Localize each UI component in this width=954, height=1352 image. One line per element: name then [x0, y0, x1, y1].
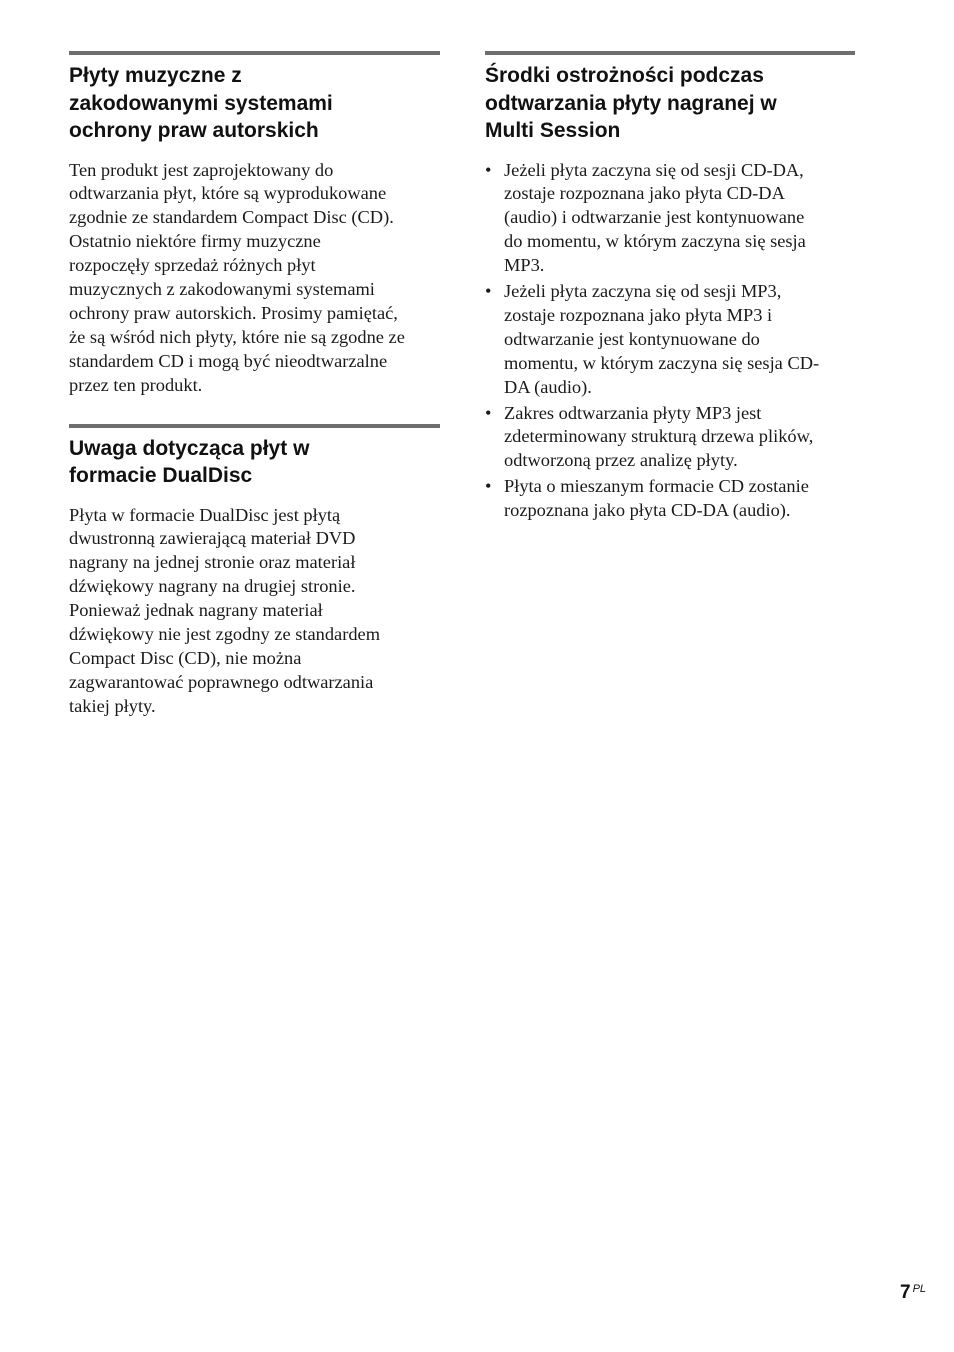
section-body: [69, 504, 440, 719]
section-body: [69, 159, 440, 398]
bullet-line: Jeżeli płyta zaczyna się od sesji CD-DA,: [504, 159, 804, 180]
body-line: Płyta w formacie DualDisc jest płytą: [69, 504, 341, 525]
body-line: Ten produkt jest zaprojektowany do: [69, 159, 334, 180]
section-rule: [69, 51, 440, 55]
bullet-item: [485, 280, 855, 400]
body-line: przez ten produkt.: [69, 374, 203, 395]
body-line: standardem CD i mogą być nieodtwarzalne: [69, 350, 388, 371]
right-column: [485, 51, 855, 525]
body-line: dźwiękowy nagrany na drugiej stronie.: [69, 576, 356, 597]
heading-line: zakodowanymi systemami: [69, 91, 333, 115]
section-heading: [69, 62, 440, 145]
body-line: Ponieważ jednak nagrany materiał: [69, 600, 323, 621]
page-number-value: 7: [900, 1282, 911, 1303]
body-line: takiej płyty.: [69, 695, 156, 716]
bullet-line: rozpoznana jako płyta CD-DA (audio).: [504, 500, 791, 521]
bullet-line: MP3.: [504, 255, 545, 276]
bullet-line: odtwarzanie jest kontynuowane do: [504, 328, 760, 349]
bullet-icon: •: [485, 476, 492, 497]
body-line: że są wśród nich płyty, które nie są zgodne ze: [69, 326, 405, 347]
heading-line: formacie DualDisc: [69, 464, 253, 488]
left-column: [69, 51, 440, 719]
body-line: Ostatnio niektóre firmy muzyczne: [69, 231, 321, 252]
bullet-line: Zakres odtwarzania płyty MP3 jest: [504, 402, 762, 423]
body-line: Compact Disc (CD), nie można: [69, 648, 302, 668]
section-rule: [69, 424, 440, 428]
section-heading: [485, 62, 855, 145]
bullet-line: (audio) i odtwarzanie jest kontynuowane: [504, 207, 805, 228]
body-line: zagwarantować poprawnego odtwarzania: [69, 671, 374, 692]
page-number: [900, 1282, 926, 1304]
bullet-line: zdeterminowany strukturą drzewa plików,: [504, 426, 814, 447]
bullet-line: zostaje rozpoznana jako płyta MP3 i: [504, 304, 773, 325]
bullet-icon: •: [485, 281, 492, 302]
heading-line: Środki ostrożności podczas: [485, 64, 764, 87]
section-dualdisc-notice: [69, 424, 440, 719]
bullet-item: [485, 159, 855, 279]
body-line: ochrony praw autorskich. Prosimy pamiętać,: [69, 302, 398, 323]
heading-line: Uwaga dotycząca płyt w: [69, 436, 310, 460]
bullet-line: Płyta o mieszanym formacie CD zostanie: [504, 476, 809, 497]
heading-line: Płyty muzyczne z: [69, 64, 242, 87]
bullet-line: momentu, w którym zaczyna się sesja CD-: [504, 352, 820, 373]
body-line: dźwiękowy nie jest zgodny ze standardem: [69, 624, 381, 645]
bullet-line: DA (audio).: [504, 376, 592, 397]
section-heading: [69, 435, 440, 490]
bullet-line: do momentu, w którym zaczyna się sesja: [504, 231, 806, 252]
bullet-item: [485, 475, 855, 523]
bullet-icon: •: [485, 159, 492, 180]
body-line: muzycznych z zakodowanymi systemami: [69, 279, 375, 300]
heading-line: Multi Session: [485, 119, 621, 142]
bullet-list: [485, 159, 855, 524]
body-line: nagrany na jednej stronie oraz materiał: [69, 552, 356, 573]
bullet-item: [485, 402, 855, 474]
body-line: zgodnie ze standardem Compact Disc (CD).: [69, 207, 394, 228]
body-line: odtwarzania płyt, które są wyprodukowane: [69, 183, 387, 204]
section-multi-session-precautions: [485, 51, 855, 523]
bullet-line: odtworzoną przez analizę płyty.: [504, 450, 738, 471]
body-line: rozpoczęły sprzedaż różnych płyt: [69, 255, 316, 276]
body-line: dwustronną zawierającą materiał DVD: [69, 528, 356, 549]
heading-line: ochrony praw autorskich: [69, 119, 319, 142]
bullet-line: Jeżeli płyta zaczyna się od sesji MP3,: [504, 281, 782, 302]
section-rule: [485, 51, 855, 55]
page-language-suffix: PL: [912, 1283, 927, 1295]
heading-line: odtwarzania płyty nagranej w: [485, 91, 777, 115]
bullet-line: zostaje rozpoznana jako płyta CD-DA: [504, 183, 785, 204]
section-copy-protected-discs: [69, 51, 440, 398]
bullet-icon: •: [485, 402, 492, 423]
